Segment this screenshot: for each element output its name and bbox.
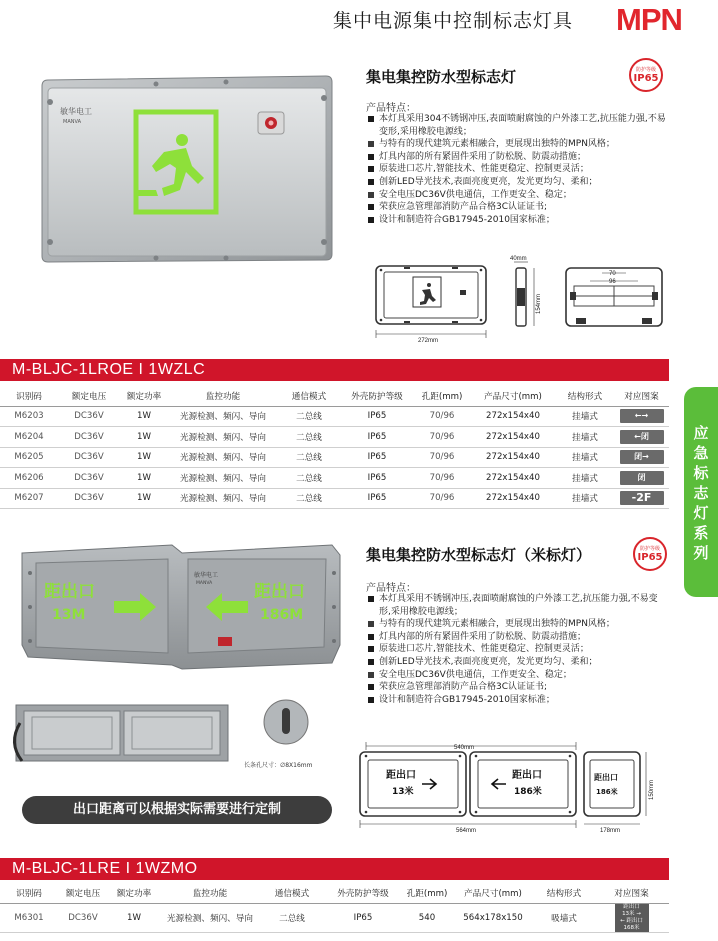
table-cell: M6203: [0, 406, 58, 427]
dim-width: 272mm: [418, 338, 439, 344]
table-cell: [614, 406, 669, 427]
model1-spec-table: [0, 387, 669, 509]
list-item: 设计和制造符合GB17945-2010国家标准；: [366, 214, 666, 227]
table-cell: [614, 488, 669, 509]
table-cell: IP65: [324, 903, 402, 932]
product2-sign-right-line2: 186M: [260, 607, 304, 623]
column-header: 结构形式: [534, 884, 594, 903]
ip-rating-badge: [629, 58, 663, 92]
hole-size-note: 长条孔尺寸：∅8X16mm: [244, 762, 313, 769]
table-cell: 二总线: [260, 903, 324, 932]
page-title: 集中电源集中控制标志灯具: [333, 10, 574, 32]
column-header: 外壳防护等级: [340, 387, 414, 406]
model2-spec-table: [0, 884, 669, 933]
table-cell: M6206: [0, 468, 58, 489]
column-header: 对应图案: [594, 884, 669, 903]
table-cell: IP65: [340, 427, 414, 448]
product1-brand-en: MANVA: [63, 119, 81, 125]
table-row: [0, 903, 669, 932]
table-cell: DC36V: [58, 447, 120, 468]
table-row: [0, 406, 669, 427]
dwg-side-line1: 距出口: [594, 773, 618, 782]
product2-features-title: 产品特点：: [366, 583, 416, 594]
list-item: 灯具内部的所有紧固件采用了防松脱、防震动措施；: [366, 631, 666, 644]
table-cell: 1W: [120, 488, 168, 509]
product2-feature-list: [366, 593, 666, 706]
table-cell: 70/96: [414, 406, 470, 427]
table-cell: 吸墙式: [534, 903, 594, 932]
column-header: 对应图案: [614, 387, 669, 406]
table-cell: 光源检测、频闪、导向: [168, 468, 278, 489]
product2-sign-left-line1: 距出口: [44, 582, 95, 602]
ip-badge-label: 防护等级: [639, 546, 660, 552]
table-cell: IP65: [340, 488, 414, 509]
list-item: 安全电压DC36V供电通信，工作更安全、稳定；: [366, 189, 666, 202]
table-cell: 光源检测、频闪、导向: [160, 903, 260, 932]
ip-rating-badge-2: [633, 537, 667, 571]
table-cell: DC36V: [58, 406, 120, 427]
table-cell: M6204: [0, 427, 58, 448]
list-item: 本灯具采用不锈钢冲压,表面喷耐腐蚀的户外漆工艺,抗压能力强,不易变形,采用橡胶电源线；: [366, 593, 666, 618]
dwg-right-line1: 距出口: [512, 770, 542, 781]
list-item: 与特有的现代建筑元素相融合，更展现出独特的MPN风格；: [366, 138, 666, 151]
dwg-right-line2: 186米: [514, 787, 542, 797]
table-cell: 272x154x40: [470, 488, 556, 509]
product2-photo: [22, 545, 342, 673]
product2-brand-cn: 敏华电工: [194, 572, 219, 579]
dwg-left-line2: 13米: [392, 787, 414, 797]
table-cell: 272x154x40: [470, 447, 556, 468]
table-cell: 二总线: [278, 447, 340, 468]
model1-band: M-BLJC-1LROE I 1WZLC: [0, 359, 669, 381]
product2-title: 集电集控防水型标志灯（米标灯）: [366, 546, 592, 564]
table-row: [0, 488, 669, 509]
table-cell: 1W: [120, 468, 168, 489]
product2-sign-left-line2: 13M: [52, 607, 86, 623]
table-cell: DC36V: [58, 468, 120, 489]
pattern-b-line1: ← 距出口: [620, 918, 643, 924]
ip-badge-rating: IP65: [637, 552, 663, 563]
column-header: 通信模式: [260, 884, 324, 903]
column-header: 额定功率: [108, 884, 160, 903]
column-header: 产品尺寸(mm): [470, 387, 556, 406]
table-cell: 70/96: [414, 468, 470, 489]
table-cell: 564x178x150: [452, 903, 534, 932]
table-cell: M6207: [0, 488, 58, 509]
list-item: 设计和制造符合GB17945-2010国家标准；: [366, 694, 666, 707]
category-side-tab: [684, 387, 718, 597]
table-cell: 1W: [120, 406, 168, 427]
table-cell: DC36V: [58, 427, 120, 448]
table-cell: M6301: [0, 903, 58, 932]
column-header: 结构形式: [556, 387, 614, 406]
table-cell: 272x154x40: [470, 468, 556, 489]
list-item: 荣获应急管理部消防产品合格3C认证证书;: [366, 681, 666, 694]
table-cell: M6205: [0, 447, 58, 468]
list-item: 荣获应急管理部消防产品合格3C认证证书;: [366, 201, 666, 214]
table-cell: IP65: [340, 447, 414, 468]
dwg-side-line2: 186米: [596, 788, 618, 796]
product1-brand-cn: 敏华电工: [60, 107, 92, 116]
table-cell: 1W: [108, 903, 160, 932]
table-cell: 70/96: [414, 447, 470, 468]
brand-logo: MPN: [616, 2, 682, 37]
product1-title: 集电集控防水型标志灯: [366, 68, 517, 86]
pattern-a-line2: 13米 →: [622, 910, 641, 917]
dim-total: 540mm: [454, 745, 475, 751]
pattern-a-line1: 距出口: [623, 904, 640, 910]
column-header: 通信模式: [278, 387, 340, 406]
table-row: [0, 427, 669, 448]
table-cell: 挂墙式: [556, 427, 614, 448]
table-cell: [614, 468, 669, 489]
side-tab-label: 应急标志灯系列: [693, 424, 709, 562]
table-cell: 挂墙式: [556, 406, 614, 427]
dwg-left-line1: 距出口: [386, 770, 416, 781]
product2-dimension-drawing: [356, 740, 658, 836]
table-header-row: [0, 884, 669, 903]
table-cell: 272x154x40: [470, 406, 556, 427]
table-cell: 70/96: [414, 488, 470, 509]
product2-sign-right-line1: 距出口: [254, 582, 305, 602]
table-header-row: [0, 387, 669, 406]
table-cell: 70/96: [414, 427, 470, 448]
table-cell: 二总线: [278, 468, 340, 489]
product2-open-view: [16, 703, 230, 765]
pattern-icon: -2F: [620, 491, 664, 505]
column-header: 识别码: [0, 884, 58, 903]
table-cell: [614, 447, 669, 468]
model2-band: M-BLJC-1LRE I 1WZMO: [0, 858, 669, 880]
column-header: 额定电压: [58, 387, 120, 406]
product1-feature-list: [366, 113, 666, 226]
list-item: 与特有的现代建筑元素相融合，更展现出独特的MPN风格；: [366, 618, 666, 631]
dim-height-2: 150mm: [649, 779, 655, 800]
table-cell: 二总线: [278, 488, 340, 509]
pattern-b-line2: 168米: [623, 924, 640, 931]
pattern-icon: 闭: [620, 471, 664, 485]
dim-hole-b: 96: [609, 279, 616, 285]
table-cell: 光源检测、频闪、导向: [168, 406, 278, 427]
ip-badge-label: 防护等级: [635, 67, 656, 73]
product1-photo: [36, 72, 336, 264]
table-row: [0, 468, 669, 489]
list-item: 创新LED导光技术,表面亮度更亮，发光更均匀、柔和；: [366, 656, 666, 669]
table-cell: 1W: [120, 447, 168, 468]
table-cell: 光源检测、频闪、导向: [168, 447, 278, 468]
column-header: 识别码: [0, 387, 58, 406]
table-cell: 光源检测、频闪、导向: [168, 427, 278, 448]
table-cell: 二总线: [278, 427, 340, 448]
dim-outer: 564mm: [456, 828, 477, 834]
product1-dimension-drawing: [370, 256, 670, 346]
list-item: 安全电压DC36V供电通信，工作更安全、稳定；: [366, 669, 666, 682]
table-cell: 挂墙式: [556, 447, 614, 468]
dim-depth: 40mm: [510, 256, 527, 262]
column-header: 孔距(mm): [402, 884, 452, 903]
custom-distance-banner: 出口距离可以根据实际需要进行定制: [22, 796, 332, 824]
product2-brand-en: MANVA: [196, 581, 213, 586]
column-header: 额定功率: [120, 387, 168, 406]
list-item: 本灯具采用304不锈钢冲压,表面喷耐腐蚀的户外漆工艺,抗压能力强,不易变形,采用橡胶电源线；: [366, 113, 666, 138]
column-header: 监控功能: [168, 387, 278, 406]
table-cell: [594, 903, 669, 932]
table-row: [0, 447, 669, 468]
dim-height: 154mm: [536, 293, 542, 314]
table-cell: 二总线: [278, 406, 340, 427]
status-indicator-icon: [218, 637, 232, 646]
list-item: 原装进口芯片,智能技术、性能更稳定、控制更灵活；: [366, 163, 666, 176]
table-cell: IP65: [340, 468, 414, 489]
list-item: 灯具内部的所有紧固件采用了防松脱、防震动措施；: [366, 151, 666, 164]
table-cell: 540: [402, 903, 452, 932]
table-cell: 光源检测、频闪、导向: [168, 488, 278, 509]
dim-hole-a: 70: [609, 271, 616, 277]
column-header: 外壳防护等级: [324, 884, 402, 903]
status-indicator-icon: [258, 112, 284, 134]
column-header: 额定电压: [58, 884, 108, 903]
table-cell: 挂墙式: [556, 488, 614, 509]
table-cell: 272x154x40: [470, 427, 556, 448]
list-item: 创新LED导光技术,表面亮度更亮，发光更均匀、柔和；: [366, 176, 666, 189]
table-cell: [614, 427, 669, 448]
pattern-icon: [615, 918, 649, 932]
table-cell: DC36V: [58, 488, 120, 509]
pattern-icon: [615, 904, 649, 918]
column-header: 监控功能: [160, 884, 260, 903]
ip-badge-rating: IP65: [633, 73, 659, 84]
column-header: 孔距(mm): [414, 387, 470, 406]
pattern-icon: ←→: [620, 409, 664, 423]
list-item: 原装进口芯片,智能技术、性能更稳定、控制更灵活；: [366, 643, 666, 656]
dim-depth-2: 178mm: [600, 828, 621, 834]
table-cell: 挂墙式: [556, 468, 614, 489]
hole-detail: [262, 698, 310, 746]
table-cell: IP65: [340, 406, 414, 427]
product1-features-title: 产品特点：: [366, 103, 416, 114]
table-cell: DC36V: [58, 903, 108, 932]
pattern-icon: ←闭: [620, 430, 664, 444]
table-cell: 1W: [120, 427, 168, 448]
pattern-icon: 闭→: [620, 450, 664, 464]
column-header: 产品尺寸(mm): [452, 884, 534, 903]
